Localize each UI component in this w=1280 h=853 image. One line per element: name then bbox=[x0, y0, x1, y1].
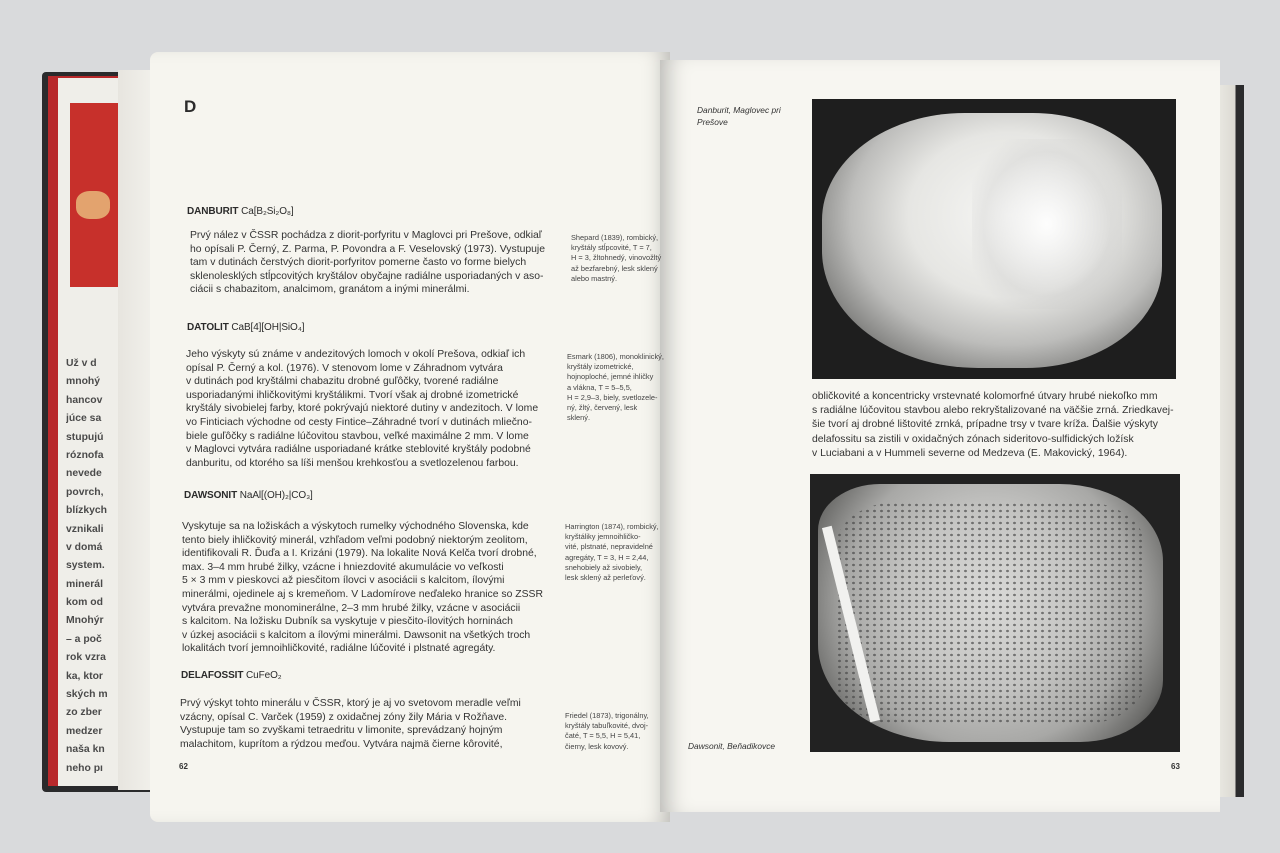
text-line: Prvý nález v ČSSR pochádza z diorit-porfyritu v Maglovci pri Prešove, odkiaľ bbox=[190, 230, 542, 241]
text-line: Esmark (1806), monoklinický, bbox=[567, 352, 664, 361]
text-line: blízkych bbox=[66, 505, 107, 517]
text-line: sklený. bbox=[567, 413, 591, 423]
text-line: v dutinách pod kryštálmi chabazitu drobné guľôčky, tvorené radiálne bbox=[186, 376, 499, 388]
text-line: ka, ktor bbox=[66, 670, 103, 682]
text-line: danburitu, od ktorého sa líši menšou krehkosťou a svetlozelenou farbou. bbox=[186, 457, 519, 469]
text-line: vytvára prevažne monominerálne, 2–3 mm hrubé žilky, vzácne v asociácii bbox=[182, 602, 521, 614]
text-line: vité, plstnaté, nepravidelné bbox=[565, 542, 653, 552]
text-line: obličkovité a koncentricky vrstevnaté kolomorfné útvary hrubé niekoľko mm bbox=[812, 391, 1158, 402]
entry-title-dawsonit bbox=[184, 490, 313, 501]
entry-formula: NaAl[(OH)₂|CO₃] bbox=[239, 490, 313, 501]
text-line: kryštály izometrické, bbox=[567, 362, 634, 372]
entry-paragraph-dawsonit bbox=[182, 520, 543, 656]
text-line: system. bbox=[66, 560, 105, 572]
text-line: H = 3, žltohnedý, vinovožltý bbox=[571, 253, 662, 263]
text-line: lesk sklený až perleťový. bbox=[565, 573, 646, 583]
text-line: v domá bbox=[66, 541, 103, 553]
text-line: ciácii s chabazitom, analcimom, granátom a inými minerálmi. bbox=[190, 284, 470, 296]
text-line: čierny, lesk kovový. bbox=[565, 741, 629, 751]
text-line: malachitom, kuprítom a rýdzou meďou. Vytvára najmä čierne kôrovité, bbox=[180, 738, 503, 750]
text-line: vznikali bbox=[66, 523, 104, 535]
text-line: opísal P. Černý a kol. (1976). V stenovom lome v Záhradnom vytvára bbox=[186, 362, 503, 374]
text-line: rok vzra bbox=[66, 652, 106, 664]
entry-title-datolit bbox=[187, 322, 304, 333]
entry-name: DAWSONIT bbox=[184, 490, 238, 501]
left-page-number: 62 bbox=[179, 762, 188, 771]
text-line: biele guľôčky s radiálne lúčovitou stavbou, veľké maximálne 2 mm. V lome bbox=[186, 430, 529, 442]
text-line: až bezfarebný, lesk sklený bbox=[571, 263, 658, 273]
entry-paragraph-datolit bbox=[186, 348, 538, 470]
text-line: kom od bbox=[66, 597, 103, 609]
right-page-paragraph bbox=[812, 390, 1174, 461]
text-line: medzer bbox=[66, 725, 103, 737]
text-line: Vystupuje tam so zvyškami tetraedritu v limonite, sprevádzaný hojným bbox=[180, 725, 503, 737]
entry-formula: CuFeO₂ bbox=[246, 670, 282, 681]
entry-sidenote-danburit bbox=[571, 233, 661, 284]
chapter-letter: D bbox=[184, 97, 197, 116]
entry-paragraph-delafossit bbox=[180, 697, 521, 751]
text-line: agregáty, T = 3, H = 2,44, bbox=[565, 552, 649, 562]
text-line: H = 2,9–3, biely, svetlozele- bbox=[567, 392, 658, 402]
text-line: Mnohýr bbox=[66, 615, 104, 627]
text-line: snehobiely až sivobiely, bbox=[565, 562, 643, 572]
entry-title-delafossit bbox=[181, 670, 282, 681]
text-line: Friedel (1873), trigonálny, bbox=[565, 711, 649, 720]
text-line: Jeho výskyty sú známe v andezitových lomoch v okolí Prešova, odkiaľ ich bbox=[186, 349, 526, 360]
text-line: hojnoploché, jemné ihličky bbox=[567, 372, 654, 382]
entry-formula: CaB[4][OH|SiO₄] bbox=[231, 322, 305, 333]
text-line: ho opísali P. Černý, Z. Parma, P. Povondra a F. Veselovský (1973). Vystupuje bbox=[190, 243, 546, 255]
text-line: kryštály tabuľkovité, dvoj- bbox=[565, 721, 649, 731]
text-line: lokalitách tvorí jemnoihličkovité, radiálne lúčovité i plstnaté agregáty. bbox=[182, 643, 496, 655]
caption-line: Danburit, Maglovec pri bbox=[697, 105, 781, 115]
text-line: sklenolesklých stĺpcovitých kryštálov obyčajne radiálne usporiadaných v aso- bbox=[190, 270, 544, 282]
text-line: alebo mastný. bbox=[571, 273, 618, 283]
text-line: delafossitu sa zistili v oxidačných zónach sideritovo-sulfidických ložísk bbox=[812, 433, 1134, 445]
entry-sidenote-delafossit bbox=[565, 711, 649, 752]
text-line: minerálmi, ojedinele aj s kremeňom. V Ladomírove neďaleko hranice so ZSSR bbox=[182, 588, 543, 600]
caption-line: Prešove bbox=[697, 117, 728, 127]
text-line: Shepard (1839), rombický, bbox=[571, 233, 659, 242]
text-line: kryštály stĺpcovité, T = 7, bbox=[571, 243, 652, 253]
text-line: ný, žltý, červený, lesk bbox=[567, 403, 638, 413]
text-line: tento biely ihličkovitý minerál, vzhľadom veľmi podobný niektorým zeolitom, bbox=[182, 534, 528, 546]
text-line: s kalcitom. Na ložisku Dubník sa vyskytuje v piesčito-ílovitých horninách bbox=[182, 616, 513, 628]
text-line: max. 3–4 mm hrubé žilky, vzácne i hniezdovité akumulácie vo veľkosti bbox=[182, 561, 504, 573]
right-page-number: 63 bbox=[1171, 762, 1180, 771]
text-line: čaté, T = 5,5, H = 5,41, bbox=[565, 731, 641, 741]
underlying-page-photo bbox=[70, 103, 125, 287]
text-line: vo Finticiach východne od cesty Fintice–Záhradné tvorí v dutinách mliečno- bbox=[186, 416, 532, 428]
underlying-page-text bbox=[66, 355, 126, 778]
photo-caption-danburit bbox=[697, 104, 781, 128]
entry-title-danburit bbox=[187, 206, 294, 217]
text-line: mnohý bbox=[66, 376, 101, 388]
text-line: povrch, bbox=[66, 486, 104, 498]
entry-name: DANBURIT bbox=[187, 206, 239, 217]
text-line: minerál bbox=[66, 578, 103, 590]
text-line: róznofa bbox=[66, 449, 104, 461]
text-line: Vyskytuje sa na ložiskách a výskytoch rumelky východného Slovenska, kde bbox=[182, 521, 529, 532]
text-line: Prvý výskyt tohto minerálu v ČSSR, ktorý je aj vo svetovom meradle veľmi bbox=[180, 698, 521, 709]
text-line: naša kn bbox=[66, 744, 105, 756]
text-line: v Luciabani a v Hummeli severne od Medzeva (E. Makovický, 1964). bbox=[812, 447, 1128, 459]
text-line: nevede bbox=[66, 468, 102, 480]
text-line: identifikovali R. Ďuďa a I. Krizáni (1979). Na lokalite Nová Kelča tvorí drobné, bbox=[182, 548, 537, 560]
entry-formula: Ca[B₂Si₂O₈] bbox=[241, 206, 294, 217]
text-line: neho pı bbox=[66, 762, 103, 774]
text-line: kryštály sivobielej farby, ktoré pokrývajú niektoré dutiny v andezitoch. V lome bbox=[186, 403, 539, 415]
text-line: – a poč bbox=[66, 633, 102, 645]
text-line: Harrington (1874), rombický, bbox=[565, 522, 659, 531]
text-line: kryštáliky jemnoihličko- bbox=[565, 532, 641, 542]
danburit-specimen-photo bbox=[812, 99, 1176, 379]
text-line: vzácny, opísal C. Varček (1959) z oxidačnej zóny žily Mária v Rožňave. bbox=[180, 711, 508, 723]
entry-paragraph-danburit bbox=[190, 229, 545, 297]
entry-sidenote-dawsonit bbox=[565, 522, 659, 583]
text-line: s radiálne lúčovitou stavbou alebo rekryštalizované na väčšie zrná. Zriedkavej- bbox=[812, 405, 1174, 417]
entry-name: DELAFOSSIT bbox=[181, 670, 244, 681]
text-line: hancov bbox=[66, 394, 103, 406]
text-line: ských m bbox=[66, 689, 108, 701]
entry-sidenote-datolit bbox=[567, 352, 664, 423]
text-line: Už v d bbox=[66, 358, 97, 369]
text-line: v úzkej asociácii s kalcitom a ílovými minerálmi. Dawsonit na všetkých troch bbox=[182, 629, 531, 641]
text-line: tam v dutinách čerstvých diorit-porfyritov pomerne často vo forme bielych bbox=[190, 257, 527, 269]
text-line: júce sa bbox=[66, 413, 102, 425]
text-line: stupujú bbox=[66, 431, 104, 443]
photo-caption-dawsonit: Dawsonit, Beňadikovce bbox=[688, 741, 776, 751]
text-line: 5 × 3 mm v pieskovci až piesčitom ílovci v asociácii s kalcitom, ílovými bbox=[182, 575, 505, 587]
text-line: zo zber bbox=[66, 707, 102, 719]
text-line: usporiadanými ihličkovitými kryštálikmi. Tvorí však aj drobné izometrické bbox=[186, 389, 519, 401]
text-line: šie tvorí aj drobné lištovité zrnká, prípadne trsy v tvare kríža. Ďalšie výskyty bbox=[812, 419, 1158, 431]
entry-name: DATOLIT bbox=[187, 322, 229, 333]
dawsonit-specimen-photo bbox=[810, 474, 1180, 752]
text-line: v Maglovci vytvára radiálne usporiadané krátke steblovité kryštály podobné bbox=[186, 444, 531, 456]
text-line: a vlákna, T = 5–5,5, bbox=[567, 382, 632, 392]
